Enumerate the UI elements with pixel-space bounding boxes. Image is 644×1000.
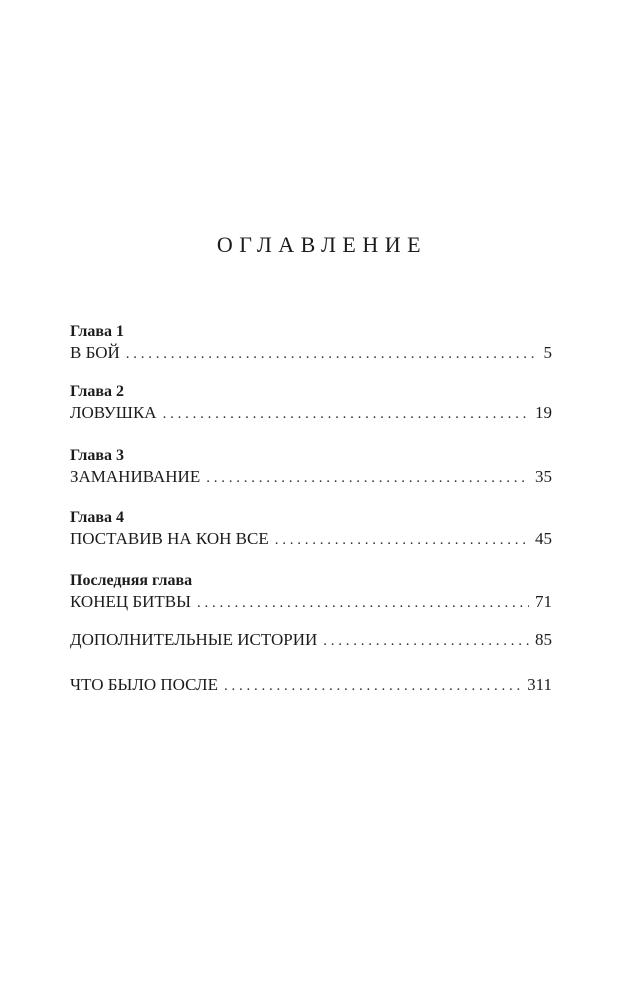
toc-entry-chapter-2[interactable] — [70, 382, 552, 424]
chapter-title: ЗАМАНИВАНИЕ — [70, 467, 201, 486]
chapter-title: ПОСТАВИВ НА КОН ВСЕ — [70, 529, 269, 548]
toc-line — [70, 591, 552, 613]
dot-leader — [206, 467, 529, 489]
chapter-title: КОНЕЦ БИТВЫ — [70, 592, 191, 611]
dot-leader — [163, 403, 529, 425]
page-number: 19 — [535, 403, 552, 422]
toc-entry-afterword[interactable] — [70, 674, 552, 696]
toc-line — [70, 629, 552, 651]
toc-line — [70, 342, 552, 364]
chapter-label: Глава 2 — [70, 383, 124, 400]
toc-entry-extra-stories[interactable] — [70, 629, 552, 651]
dot-leader — [126, 343, 538, 365]
chapter-title: ЛОВУШКА — [70, 403, 157, 422]
toc-entry-last-chapter[interactable] — [70, 571, 552, 613]
chapter-label: Глава 4 — [70, 509, 124, 526]
toc-entry-chapter-3[interactable] — [70, 446, 552, 488]
toc-entry-chapter-1[interactable] — [70, 322, 552, 364]
dot-leader — [197, 592, 529, 614]
toc-line — [70, 528, 552, 550]
chapter-label: Последняя глава — [70, 572, 193, 589]
dot-leader — [224, 675, 521, 697]
toc-title: ОГЛАВЛЕНИЕ — [216, 232, 428, 257]
page-number: 35 — [535, 467, 552, 486]
chapter-title: В БОЙ — [70, 343, 120, 362]
page-number: 45 — [535, 529, 552, 548]
page-number: 311 — [527, 675, 552, 694]
page-number: 85 — [535, 630, 552, 649]
page-number: 71 — [535, 592, 552, 611]
section-title: ДОПОЛНИТЕЛЬНЫЕ ИСТОРИИ — [70, 630, 318, 649]
toc-entry-chapter-4[interactable] — [70, 508, 552, 550]
toc-line — [70, 466, 552, 488]
page-number: 5 — [543, 343, 552, 362]
section-title: ЧТО БЫЛО ПОСЛЕ — [70, 675, 218, 694]
chapter-label: Глава 1 — [70, 323, 124, 340]
chapter-label: Глава 3 — [70, 447, 124, 464]
toc-line — [70, 674, 552, 696]
dot-leader — [323, 630, 529, 652]
dot-leader — [275, 529, 529, 551]
toc-line — [70, 402, 552, 424]
